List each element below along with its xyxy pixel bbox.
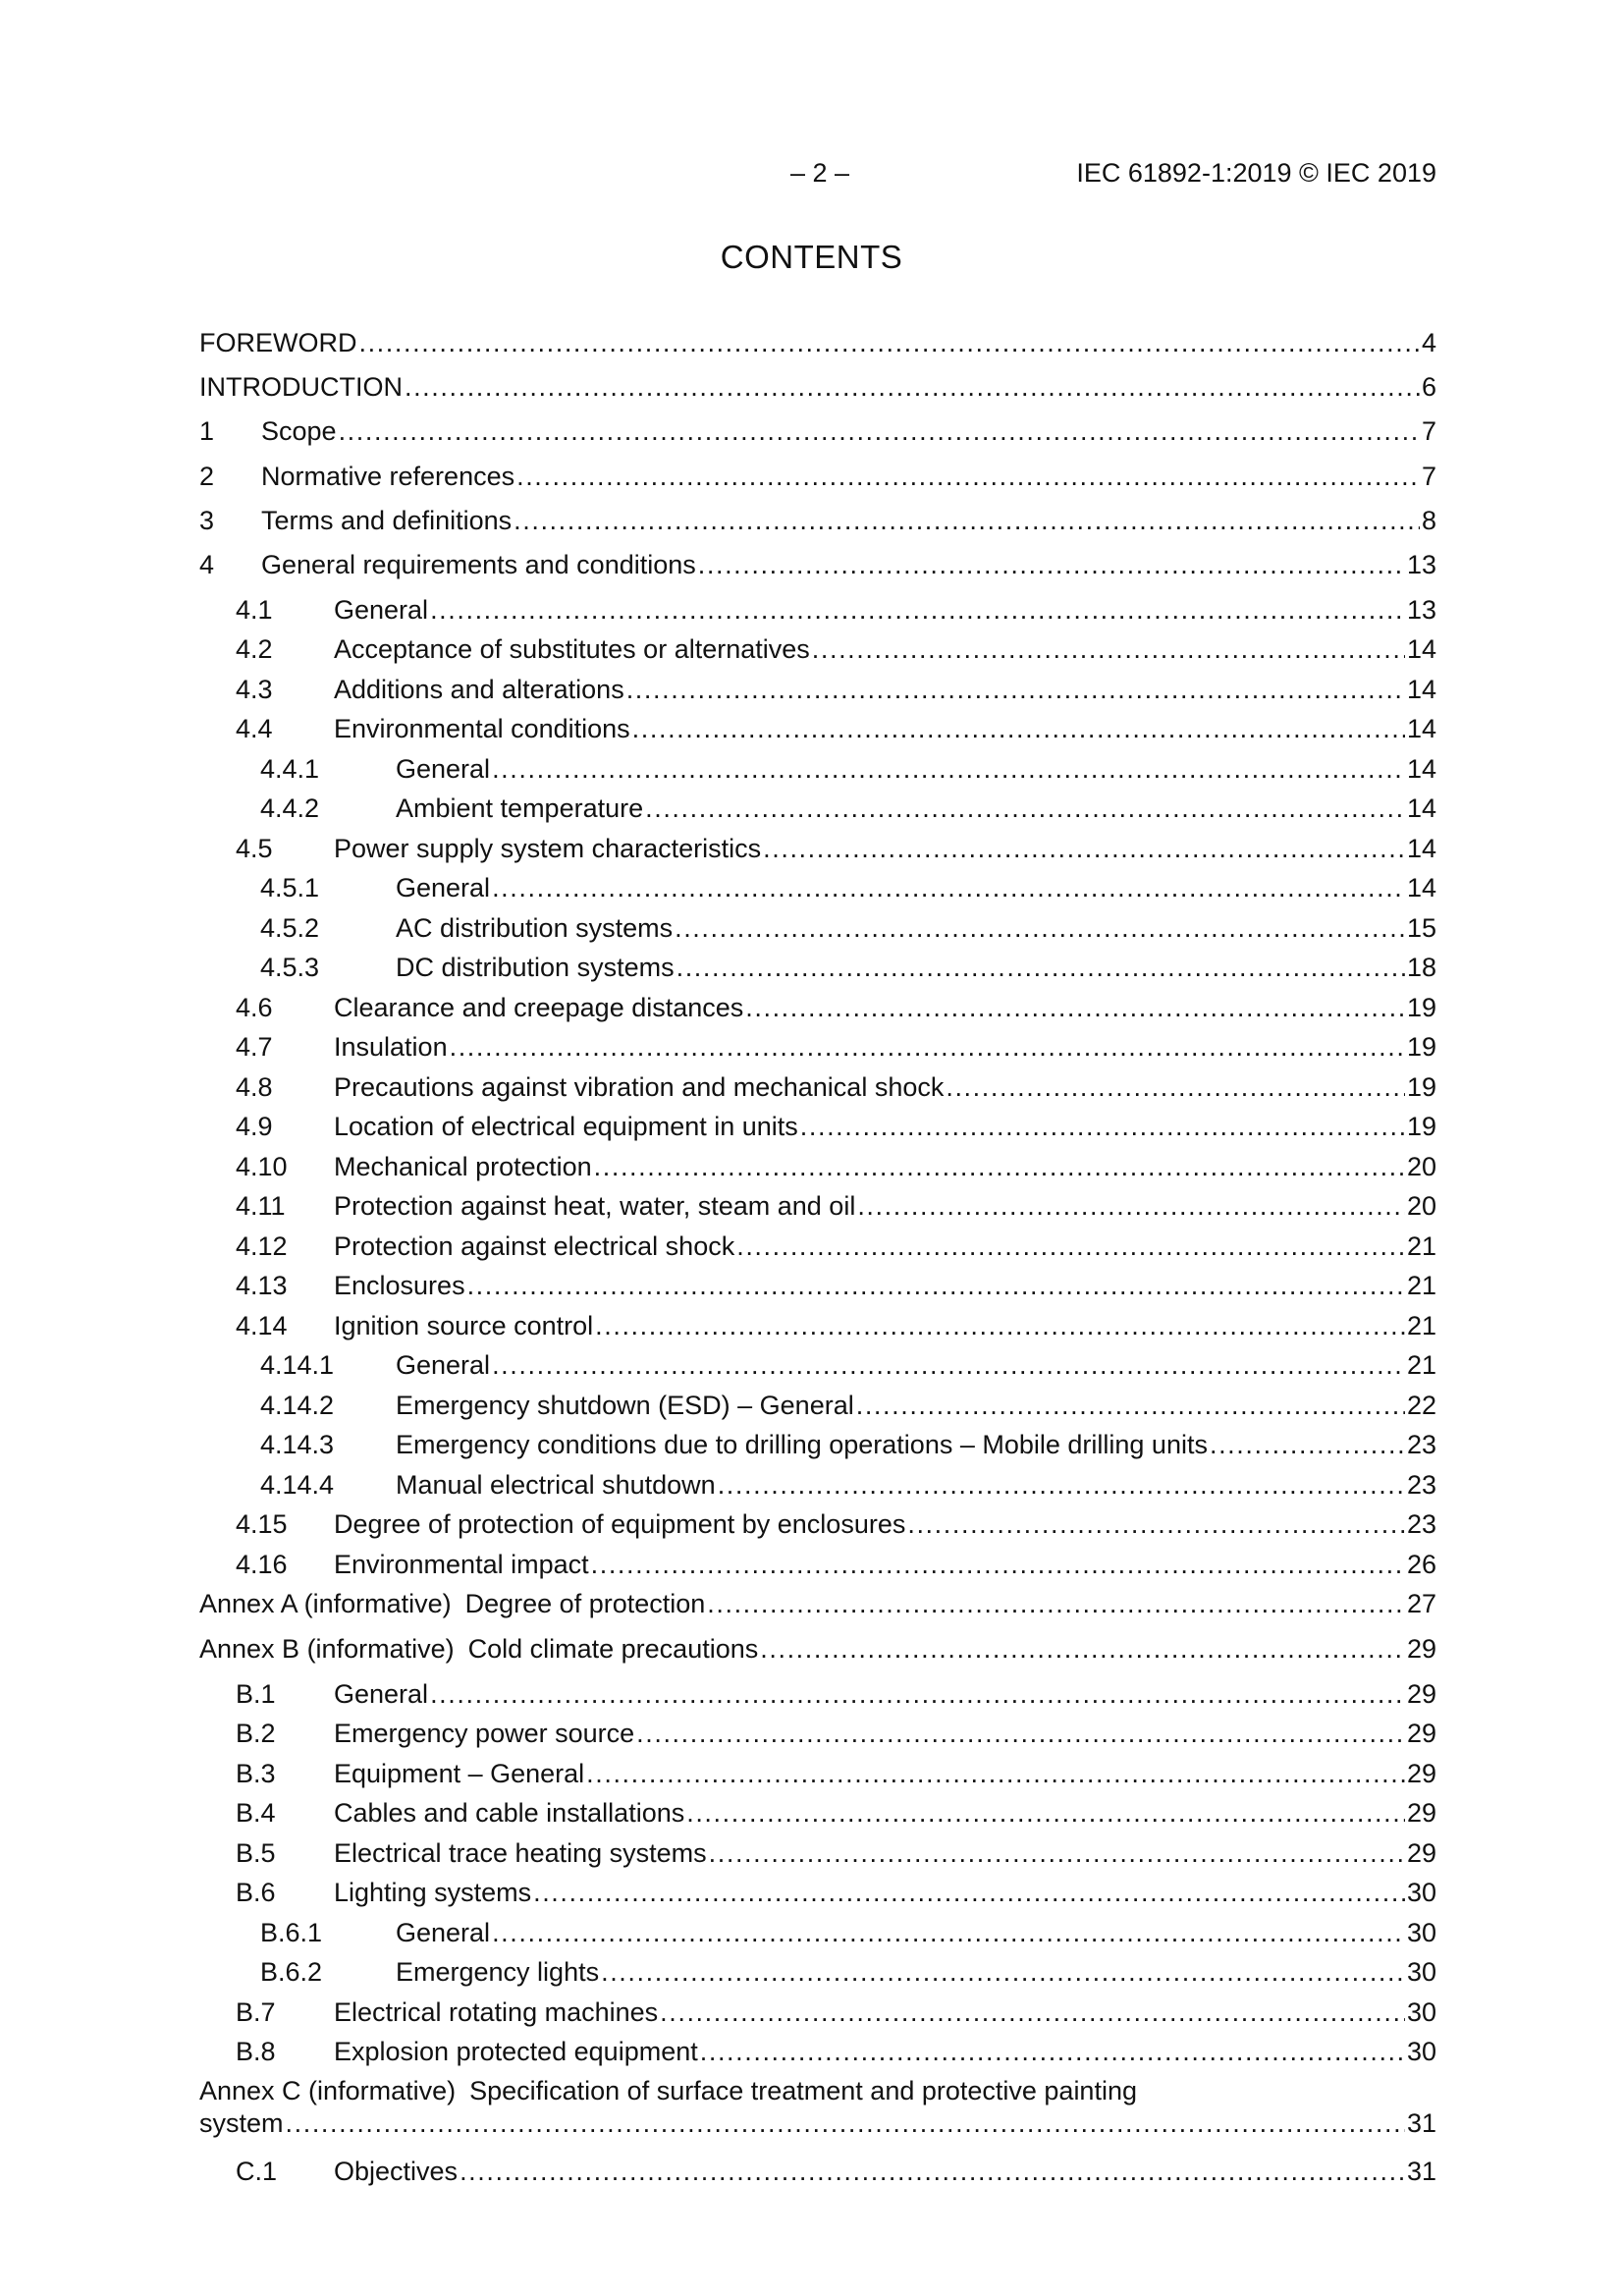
toc-entry-title: Precautions against vibration and mechanical shock — [334, 1072, 945, 1102]
toc-entry-page: 26 — [1406, 1550, 1436, 1579]
toc-leader-dots — [645, 791, 1405, 826]
toc-entry-number: 4.3 — [236, 675, 273, 704]
toc-leader-dots — [339, 413, 1420, 449]
toc-entry-annex-c[interactable] — [199, 2075, 1436, 2146]
toc-leader-dots — [460, 2154, 1405, 2189]
toc-entry-s4-4-1[interactable] — [260, 751, 1436, 787]
toc-entry-number: 4.10 — [236, 1152, 288, 1181]
toc-entry-page: 21 — [1406, 1231, 1436, 1261]
toc-entry-number: B.1 — [236, 1679, 276, 1709]
toc-entry-title: Emergency shutdown (ESD) – General — [396, 1391, 854, 1420]
toc-entry-title: DC distribution systems — [396, 953, 675, 982]
toc-entry-number: 4.14 — [236, 1311, 288, 1340]
toc-entry-page: 29 — [1406, 1838, 1436, 1868]
toc-entry-b2[interactable] — [236, 1716, 1436, 1751]
toc-entry-number: 4.4.1 — [260, 754, 320, 784]
toc-entry-page: 21 — [1406, 1271, 1436, 1300]
toc-entry-s4-5-1[interactable] — [260, 870, 1436, 905]
toc-entry-s1[interactable] — [199, 413, 1436, 449]
toc-entry-title: Cold climate precautions — [467, 1634, 759, 1664]
toc-leader-dots — [1210, 1427, 1405, 1462]
toc-entry-number: 4.14.4 — [260, 1470, 335, 1500]
toc-entry-s4-5-3[interactable] — [260, 950, 1436, 985]
toc-entry-b8[interactable] — [236, 2034, 1436, 2069]
toc-entry-page: 19 — [1406, 1072, 1436, 1102]
toc-entry-number: 4.12 — [236, 1231, 288, 1261]
toc-entry-page: 31 — [1406, 2108, 1436, 2138]
toc-entry-number: 4.5.1 — [260, 873, 320, 902]
toc-leader-dots — [594, 1149, 1405, 1184]
toc-leader-dots — [946, 1069, 1405, 1105]
toc-entry-page: 23 — [1406, 1430, 1436, 1459]
toc-entry-s2[interactable] — [199, 459, 1436, 494]
toc-leader-dots — [660, 1995, 1405, 2030]
toc-leader-dots — [707, 1586, 1405, 1621]
toc-entry-annex-a[interactable] — [199, 1586, 1436, 1621]
toc-leader-dots — [586, 1756, 1405, 1791]
toc-leader-dots — [709, 1835, 1405, 1871]
toc-entry-title: Ignition source control — [334, 1311, 594, 1340]
toc-entry-s4-14-3[interactable] — [260, 1427, 1436, 1462]
toc-entry-page: 23 — [1406, 1470, 1436, 1500]
toc-entry-s4-7[interactable] — [236, 1029, 1436, 1065]
toc-entry-title: AC distribution systems — [396, 913, 674, 943]
toc-entry-page: 8 — [1421, 506, 1436, 535]
toc-entry-number: 3 — [199, 506, 215, 535]
toc-entry-number: B.5 — [236, 1838, 276, 1868]
toc-entry-page: 19 — [1406, 1112, 1436, 1141]
toc-entry-number: 4.14.1 — [260, 1350, 335, 1380]
toc-entry-title: Protection against heat, water, steam and oil — [334, 1191, 856, 1221]
toc-entry-s4-10[interactable] — [236, 1149, 1436, 1184]
toc-entry-s4-14-4[interactable] — [260, 1467, 1436, 1503]
toc-leader-dots — [516, 459, 1420, 494]
toc-entry-number: Annex B (informative) — [199, 1634, 455, 1664]
toc-entry-page: 13 — [1406, 595, 1436, 625]
toc-entry-second-line — [199, 2107, 1436, 2140]
toc-entry-b5[interactable] — [236, 1835, 1436, 1871]
toc-entry-title: Electrical trace heating systems — [334, 1838, 707, 1868]
toc-entry-page: 14 — [1406, 873, 1436, 902]
toc-entry-number: 4.16 — [236, 1550, 288, 1579]
toc-entry-title: Emergency conditions due to drilling operations – Mobile drilling units — [396, 1430, 1208, 1459]
toc-leader-dots — [492, 870, 1405, 905]
toc-entry-page: 21 — [1406, 1350, 1436, 1380]
toc-entry-title: Degree of protection — [464, 1589, 706, 1618]
toc-leader-dots — [676, 950, 1405, 985]
toc-leader-dots — [492, 1915, 1405, 1950]
toc-leader-dots — [430, 1676, 1405, 1712]
toc-entry-c1[interactable] — [236, 2154, 1436, 2189]
toc-entry-number: B.8 — [236, 2037, 276, 2066]
toc-entry-page: 6 — [1421, 372, 1436, 402]
toc-entry-page: 19 — [1406, 993, 1436, 1022]
toc-entry-title: Emergency power source — [334, 1719, 635, 1748]
toc-entry-first-line — [199, 2075, 1436, 2107]
toc-entry-title: Normative references — [261, 462, 515, 491]
toc-entry-number: 4.14.3 — [260, 1430, 335, 1459]
toc-entry-number: B.6 — [236, 1878, 276, 1907]
toc-entry-foreword[interactable] — [199, 325, 1436, 360]
toc-entry-title: Specification of surface treatment and protective painting — [469, 2076, 1137, 2105]
toc-entry-page: 13 — [1406, 550, 1436, 579]
toc-entry-title: Location of electrical equipment in units — [334, 1112, 798, 1141]
toc-entry-b4[interactable] — [236, 1795, 1436, 1831]
toc-leader-dots — [405, 369, 1420, 405]
toc-entry-s4-14[interactable] — [236, 1308, 1436, 1343]
toc-entry-page: 22 — [1406, 1391, 1436, 1420]
toc-entry-number: 4.9 — [236, 1112, 273, 1141]
toc-entry-number: B.3 — [236, 1759, 276, 1788]
toc-entry-page: 4 — [1421, 328, 1436, 357]
toc-entry-title: Terms and definitions — [261, 506, 513, 535]
toc-entry-page: 31 — [1406, 2157, 1436, 2186]
toc-leader-dots — [595, 1308, 1405, 1343]
toc-entry-title: Objectives — [334, 2157, 459, 2186]
toc-entry-number: 4.5.3 — [260, 953, 320, 982]
toc-entry-title: Protection against electrical shock — [334, 1231, 735, 1261]
toc-entry-page: 18 — [1406, 953, 1436, 982]
toc-leader-dots — [533, 1875, 1405, 1910]
toc-entry-number: B.6.1 — [260, 1918, 323, 1947]
toc-leader-dots — [698, 547, 1405, 582]
toc-entry-page: 29 — [1406, 1679, 1436, 1709]
toc-entry-page: 7 — [1421, 462, 1436, 491]
toc-entry-title: Enclosures — [334, 1271, 465, 1300]
toc-entry-number: B.4 — [236, 1798, 276, 1828]
toc-entry-page: 30 — [1406, 1997, 1436, 2027]
toc-entry-title: General — [396, 1350, 491, 1380]
toc-entry-page: 14 — [1406, 634, 1436, 664]
toc-leader-dots — [430, 592, 1405, 628]
toc-entry-title: Degree of protection of equipment by enclosures — [334, 1509, 906, 1539]
toc-entry-title: Lighting systems — [334, 1878, 532, 1907]
toc-entry-title: Manual electrical shutdown — [396, 1470, 716, 1500]
toc-entry-title: Clearance and creepage distances — [334, 993, 744, 1022]
toc-leader-dots — [626, 672, 1405, 707]
toc-entry-number: 4.2 — [236, 634, 273, 664]
toc-entry-introduction[interactable] — [199, 369, 1436, 405]
toc-entry-s4-8[interactable] — [236, 1069, 1436, 1105]
toc-leader-dots — [492, 1347, 1405, 1383]
toc-leader-dots — [760, 1631, 1405, 1667]
toc-entry-s4-4[interactable] — [236, 711, 1436, 746]
toc-entry-number: 4.7 — [236, 1032, 273, 1062]
toc-leader-dots — [632, 711, 1405, 746]
toc-entry-s4-15[interactable] — [236, 1506, 1436, 1542]
toc-leader-dots — [718, 1467, 1405, 1503]
toc-leader-dots — [358, 325, 1419, 360]
toc-leader-dots — [700, 2034, 1405, 2069]
toc-entry-title: Electrical rotating machines — [334, 1997, 659, 2027]
toc-leader-dots — [907, 1506, 1405, 1542]
toc-entry-s3[interactable] — [199, 503, 1436, 538]
toc-entry-number: 4.1 — [236, 595, 273, 625]
toc-entry-title: Additions and alterations — [334, 675, 624, 704]
toc-entry-title: Equipment – General — [334, 1759, 585, 1788]
toc-entry-title: Scope — [261, 416, 337, 446]
toc-entry-b7[interactable] — [236, 1995, 1436, 2030]
toc-entry-page: 14 — [1406, 793, 1436, 823]
toc-entry-number: 4.4.2 — [260, 793, 320, 823]
toc-entry-b6-2[interactable] — [260, 1954, 1436, 1990]
document-identifier: IEC 61892-1:2019 © IEC 2019 — [1076, 158, 1436, 188]
toc-leader-dots — [800, 1109, 1405, 1144]
toc-entry-number: 4.15 — [236, 1509, 288, 1539]
toc-entry-number: Annex A (informative) — [199, 1589, 452, 1618]
toc-entry-title: General — [396, 873, 491, 902]
toc-entry-title: Acceptance of substitutes or alternatives — [334, 634, 810, 664]
toc-entry-title: Mechanical protection — [334, 1152, 592, 1181]
toc-entry-page: 29 — [1406, 1759, 1436, 1788]
toc-entry-number: B.7 — [236, 1997, 276, 2027]
toc-entry-b6-1[interactable] — [260, 1915, 1436, 1950]
toc-entry-page: 30 — [1406, 1878, 1436, 1907]
toc-entry-page: 27 — [1406, 1589, 1436, 1618]
toc-entry-number: 4.6 — [236, 993, 273, 1022]
toc-entry-title: FOREWORD — [199, 328, 357, 357]
toc-entry-page: 29 — [1406, 1634, 1436, 1664]
toc-leader-dots — [675, 910, 1405, 946]
toc-entry-s4-9[interactable] — [236, 1109, 1436, 1144]
toc-entry-page: 30 — [1406, 1918, 1436, 1947]
toc-entry-s4-4-2[interactable] — [260, 791, 1436, 826]
toc-entry-b3[interactable] — [236, 1756, 1436, 1791]
toc-entry-page: 29 — [1406, 1719, 1436, 1748]
toc-entry-number: 4.8 — [236, 1072, 273, 1102]
toc-entry-s4-11[interactable] — [236, 1188, 1436, 1224]
toc-entry-page: 15 — [1406, 913, 1436, 943]
toc-leader-dots — [467, 1268, 1405, 1303]
toc-entry-s4-1[interactable] — [236, 592, 1436, 628]
toc-entry-b1[interactable] — [236, 1676, 1436, 1712]
toc-entry-number: C.1 — [236, 2157, 278, 2186]
toc-entry-s4-6[interactable] — [236, 990, 1436, 1025]
toc-entry-page: 23 — [1406, 1509, 1436, 1539]
toc-entry-page: 14 — [1406, 754, 1436, 784]
toc-entry-s4-14-2[interactable] — [260, 1388, 1436, 1423]
page-number: – 2 – — [789, 158, 850, 188]
toc-leader-dots — [736, 1229, 1405, 1264]
toc-entry-page: 14 — [1406, 675, 1436, 704]
toc-leader-dots — [591, 1547, 1405, 1582]
toc-entry-title-continued: system — [199, 2108, 284, 2138]
toc-leader-dots — [492, 751, 1405, 787]
toc-entry-s4-14-1[interactable] — [260, 1347, 1436, 1383]
toc-entry-b6[interactable] — [236, 1875, 1436, 1910]
toc-entry-page: 20 — [1406, 1152, 1436, 1181]
toc-entry-page: 29 — [1406, 1798, 1436, 1828]
toc-entry-s4[interactable] — [199, 547, 1436, 582]
toc-entry-number: 4.11 — [236, 1191, 286, 1221]
toc-entry-number: Annex C (informative) — [199, 2076, 457, 2105]
toc-entry-title: Ambient temperature — [396, 793, 644, 823]
toc-entry-title: Explosion protected equipment — [334, 2037, 698, 2066]
toc-entry-number: B.2 — [236, 1719, 276, 1748]
toc-entry-s4-12[interactable] — [236, 1229, 1436, 1264]
toc-entry-title: Emergency lights — [396, 1957, 600, 1987]
toc-entry-title: General — [334, 595, 429, 625]
toc-entry-number: 2 — [199, 462, 215, 491]
toc-leader-dots — [686, 1795, 1405, 1831]
toc-entry-number: 1 — [199, 416, 215, 446]
toc-entry-s4-5[interactable] — [236, 831, 1436, 866]
toc-entry-s4-5-2[interactable] — [260, 910, 1436, 946]
toc-entry-page: 14 — [1406, 834, 1436, 863]
toc-leader-dots — [601, 1954, 1405, 1990]
toc-entry-s4-16[interactable] — [236, 1547, 1436, 1582]
toc-leader-dots — [857, 1188, 1405, 1224]
toc-entry-number: 4.5 — [236, 834, 273, 863]
toc-entry-number: 4.5.2 — [260, 913, 320, 943]
toc-entry-number: 4.13 — [236, 1271, 288, 1300]
toc-leader-dots — [636, 1716, 1405, 1751]
toc-entry-page: 30 — [1406, 1957, 1436, 1987]
toc-entry-page: 14 — [1406, 714, 1436, 743]
toc-entry-page: 19 — [1406, 1032, 1436, 1062]
toc-leader-dots — [763, 831, 1405, 866]
toc-entry-s4-13[interactable] — [236, 1268, 1436, 1303]
toc-entry-title: Environmental conditions — [334, 714, 630, 743]
toc-entry-title: General — [396, 1918, 491, 1947]
toc-entry-title: Insulation — [334, 1032, 448, 1062]
toc-entry-title: General requirements and conditions — [261, 550, 696, 579]
toc-entry-number: 4 — [199, 550, 215, 579]
toc-leader-dots — [286, 2107, 1405, 2140]
toc-entry-title: Environmental impact — [334, 1550, 589, 1579]
toc-entry-s4-3[interactable] — [236, 672, 1436, 707]
toc-entry-page: 30 — [1406, 2037, 1436, 2066]
toc-entry-title: Cables and cable installations — [334, 1798, 685, 1828]
toc-leader-dots — [856, 1388, 1405, 1423]
toc-entry-page: 21 — [1406, 1311, 1436, 1340]
toc-leader-dots — [450, 1029, 1405, 1065]
contents-heading: CONTENTS — [720, 239, 903, 275]
toc-leader-dots — [812, 631, 1405, 667]
toc-leader-dots — [745, 990, 1405, 1025]
toc-entry-s4-2[interactable] — [236, 631, 1436, 667]
toc-entry-number: 4.4 — [236, 714, 273, 743]
toc-entry-title: INTRODUCTION — [199, 372, 403, 402]
toc-entry-title: General — [396, 754, 491, 784]
toc-entry-title: Power supply system characteristics — [334, 834, 762, 863]
toc-entry-page: 20 — [1406, 1191, 1436, 1221]
toc-entry-page: 7 — [1421, 416, 1436, 446]
toc-entry-annex-b[interactable] — [199, 1631, 1436, 1667]
toc-entry-number: B.6.2 — [260, 1957, 323, 1987]
toc-entry-title: General — [334, 1679, 429, 1709]
toc-leader-dots — [514, 503, 1420, 538]
toc-entry-number: 4.14.2 — [260, 1391, 335, 1420]
